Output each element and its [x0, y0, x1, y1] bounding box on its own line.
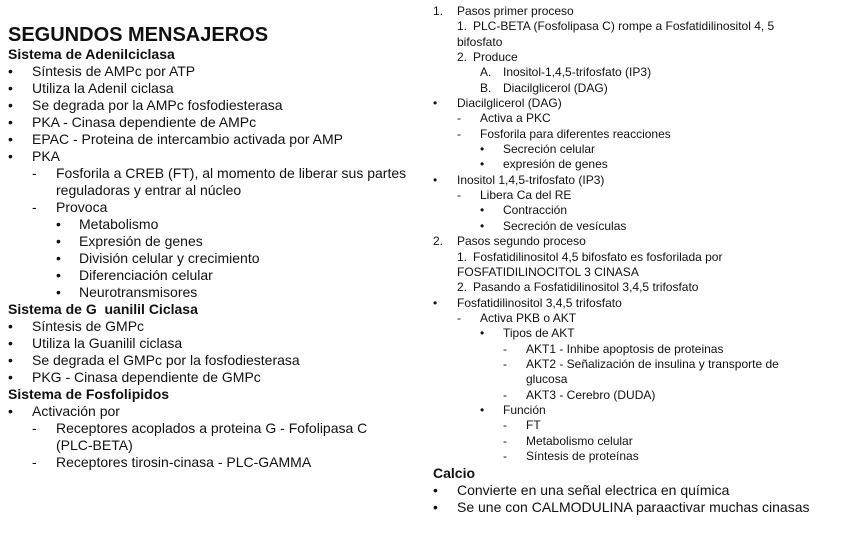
adenilciclasa-heading: Sistema de Adenilciclasa [8, 46, 175, 62]
list-item: • Se une con CALMODULINA paraactivar muchas cinasas [433, 499, 810, 516]
list-item: • Inositol 1,4,5-trifosfato (IP3) [433, 172, 605, 187]
list-item: • expresión de genes [480, 157, 608, 172]
list-item: • Metabolismo [56, 216, 159, 232]
list-item: - Activa a PKC [457, 111, 551, 126]
lettered-item: B. Diacilglicerol (DAG) [480, 80, 608, 95]
list-item: - Fosforila para diferentes reacciones [457, 126, 671, 141]
list-item: • Función [480, 402, 546, 417]
list-item: • Utiliza la Guanilil ciclasa [8, 335, 183, 351]
guanilil-heading: Sistema de G uanilil Ciclasa [8, 301, 198, 317]
list-item: • Contracción [480, 203, 568, 218]
list-item: • Síntesis de AMPc por ATP [8, 63, 196, 79]
list-item: • Se degrada el GMPc por la fosfodiesterasa [8, 352, 300, 368]
list-item: - Receptores tirosin-cinasa - PLC-GAMMA [32, 454, 312, 470]
list-item: • Diferenciación celular [56, 267, 213, 283]
list-item: - AKT2 - Señalización de insulina y transporte de [503, 356, 779, 371]
numbered-item: 1. Pasos primer proceso [433, 4, 574, 18]
list-item: • Síntesis de GMPc [8, 318, 145, 334]
list-item: • EPAC - Proteina de intercambio activada por AMP [8, 131, 344, 147]
list-item-continued: FOSFATIDILINOCITOL 3 CINASA [457, 264, 639, 279]
list-item: • Secreción de vesículas [480, 218, 627, 233]
list-item: • Se degrada por la AMPc fosfodiesterasa [8, 97, 283, 113]
list-item-continued: glucosa [526, 372, 568, 387]
list-item: • PKA [8, 148, 61, 164]
list-item: - Receptores acoplados a proteina G - Fofolipasa C [32, 420, 368, 436]
list-item: • Activación por [8, 403, 120, 419]
list-item: - Fosforila a CREB (FT), al momento de liberar sus partes [32, 165, 407, 181]
list-item: • PKG - Cinasa dependiente de GMPc [8, 369, 261, 385]
list-item: • Diacilglicerol (DAG) [433, 96, 562, 111]
calcio-heading: Calcio [433, 465, 476, 482]
numbered-item: 2. Pasos segundo proceso [433, 234, 586, 249]
list-item: • Fosfatidilinositol 3,4,5 trifosfato [433, 295, 622, 310]
numbered-item: 1. Fosfatidilinositol 4,5 bifosfato es fosforilada por [457, 249, 723, 264]
list-item: • Convierte en una señal electrica en química [433, 482, 730, 499]
numbered-item: 1. PLC-BETA (Fosfolipasa C) rompe a Fosfatidilinositol 4, 5 [457, 19, 775, 34]
list-item-continued: reguladoras y entrar al núcleo [56, 182, 242, 198]
list-item: • PKA - Cinasa dependiente de AMPc [8, 114, 257, 130]
lettered-item: A. Inositol-1,4,5-trifosfato (IP3) [480, 65, 652, 80]
list-item-continued: (PLC-BETA) [56, 437, 133, 453]
list-item: • Expresión de genes [56, 233, 203, 249]
list-item: • Tipos de AKT [480, 326, 575, 341]
list-item: - Provoca [32, 199, 108, 215]
numbered-item: 2. Produce [457, 50, 518, 65]
list-item: - Libera Ca del RE [457, 188, 572, 203]
list-item: - Metabolismo celular [503, 433, 633, 448]
list-item: • División celular y crecimiento [56, 250, 260, 266]
list-item: • Utiliza la Adenil ciclasa [8, 80, 174, 96]
page-title: SEGUNDOS MENSAJEROS [8, 24, 269, 46]
list-item: • Neurotransmisores [56, 284, 198, 300]
list-item-continued: bifosfato [457, 34, 503, 49]
list-item: - Síntesis de proteínas [503, 448, 639, 463]
list-item: - FT [503, 418, 541, 433]
right-column [433, 4, 843, 516]
numbered-item: 2. Pasando a Fosfatidilinositol 3,4,5 trifosfato [457, 280, 699, 295]
list-item: - AKT1 - Inhibe apoptosis de proteinas [503, 341, 724, 356]
fosfolipidos-heading: Sistema de Fosfolipidos [8, 386, 170, 402]
list-item: - Activa PKB o AKT [457, 310, 577, 325]
list-item: - AKT3 - Cerebro (DUDA) [503, 387, 656, 402]
left-column [8, 0, 418, 471]
list-item: • Secreción celular [480, 142, 596, 157]
